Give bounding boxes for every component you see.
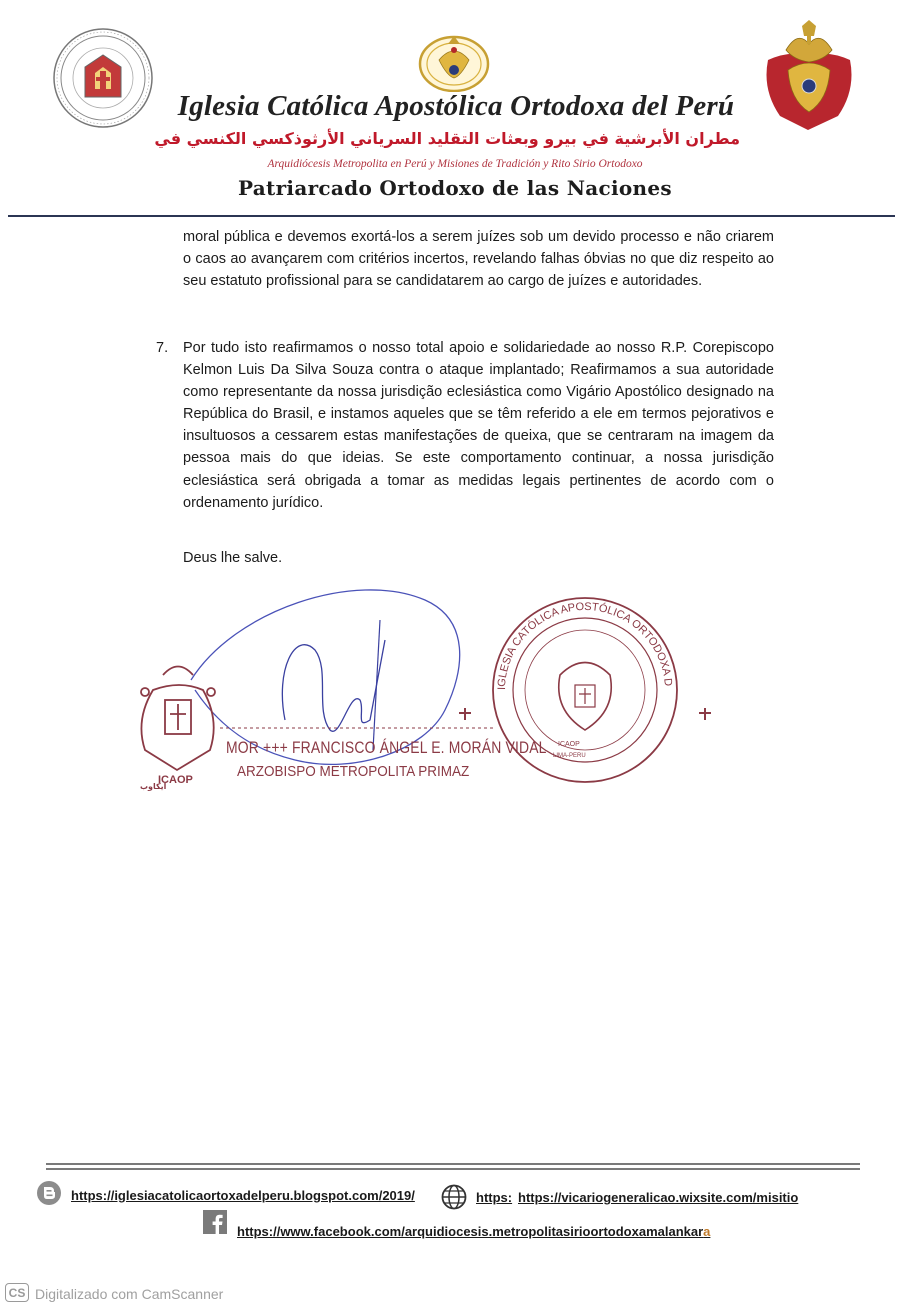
signatory-name: MOR +++ FRANCISCO ÁNGEL E. MORÁN VIDAL [226,738,547,757]
header-divider [8,215,895,217]
blog-link[interactable]: https://iglesiacatolicaortoxadelperu.blogspot.com/2019/ [71,1188,415,1203]
double-headed-eagle-icon [758,20,860,136]
signatory-title: ARZOBISPO METROPOLITA PRIMAZ [237,763,470,780]
church-seal-icon [52,27,154,129]
list-item-number: 7. [156,340,169,356]
footer-divider-top [46,1163,860,1165]
svg-text:ICAOP: ICAOP [558,741,580,748]
stamp-arabic-text: ايكاوب [140,782,167,791]
document-title: Iglesia Católica Apostólica Ortodoxa del Perú [177,90,735,122]
continuation-paragraph: moral pública e devemos exortá-los a serem juízes sob um devido processo e não criarem o caos ao avançarem com critérios incertos, revelando falhas óbvias no que diz respeito ao seu estatuto profissional para se candidatarem ao cargo de juízes e autoridades. [183,229,774,290]
patriarchate-heading: Patriarcado Ortodoxo de las Naciones [238,176,672,200]
scanner-watermark: Digitalizado com CamScanner [35,1286,224,1302]
website-prefix: https: [476,1190,513,1205]
website-link[interactable]: https://vicariogeneralicao.wixsite.com/misitio [518,1190,799,1205]
facebook-link[interactable]: https://www.facebook.com/arquidiocesis.metropolitasirioortodoxamalankara [237,1224,711,1239]
footer-divider-bottom [46,1168,860,1170]
globe-icon [440,1183,468,1211]
coat-of-arms-stamp [141,667,215,771]
svg-text:IGLESIA CATÓLICA APOSTÓLICA OR: IGLESIA CATÓLICA APOSTÓLICA ORTODOXA DEL PERÚ [121,571,674,691]
list-item-text: Por tudo isto reafirmamos o nosso total apoio e solidariedade ao nosso R.P. Corepiscopo Kelmon Luis Da Silva Souza contra o ataque implantado; Reafirmamos a sua autoridade como representante da nossa jurisdição eclesiástica como Vigário Apostólico designado na República do Brasil, e instamos aqueles que se têm referido a ele em termos pejorativos e insultuosos a cessarem estas manifestações de queixa, que se centraram na imagem da pessoa mais do que ideias. Se este comportamento continuar, a nossa jurisdição eclesiástica será obrigada a tomar as medidas legais pertinentes de acordo com o ordenamento jurídico. [183,340,774,511]
facebook-icon [203,1210,227,1234]
camscanner-logo: CS [5,1283,29,1302]
closing-greeting: Deus lhe salve. [183,550,283,566]
svg-text:LIMA-PERU: LIMA-PERU [553,753,586,759]
archdiocese-subtitle: Arquidiócesis Metropolita en Perú y Misiones de Tradición y Rito Sirio Ortodoxo [267,158,643,170]
arabic-subtitle: مطران الأبرشية في بيرو وبعثات التقليد السرياني الأرثوذكسي الكنسي في [154,129,740,148]
svg-text:ICAOP: ICAOP [158,774,193,786]
imperial-crest-icon [417,30,491,92]
blogger-icon [36,1180,62,1206]
pen-signature-stroke [282,640,385,731]
